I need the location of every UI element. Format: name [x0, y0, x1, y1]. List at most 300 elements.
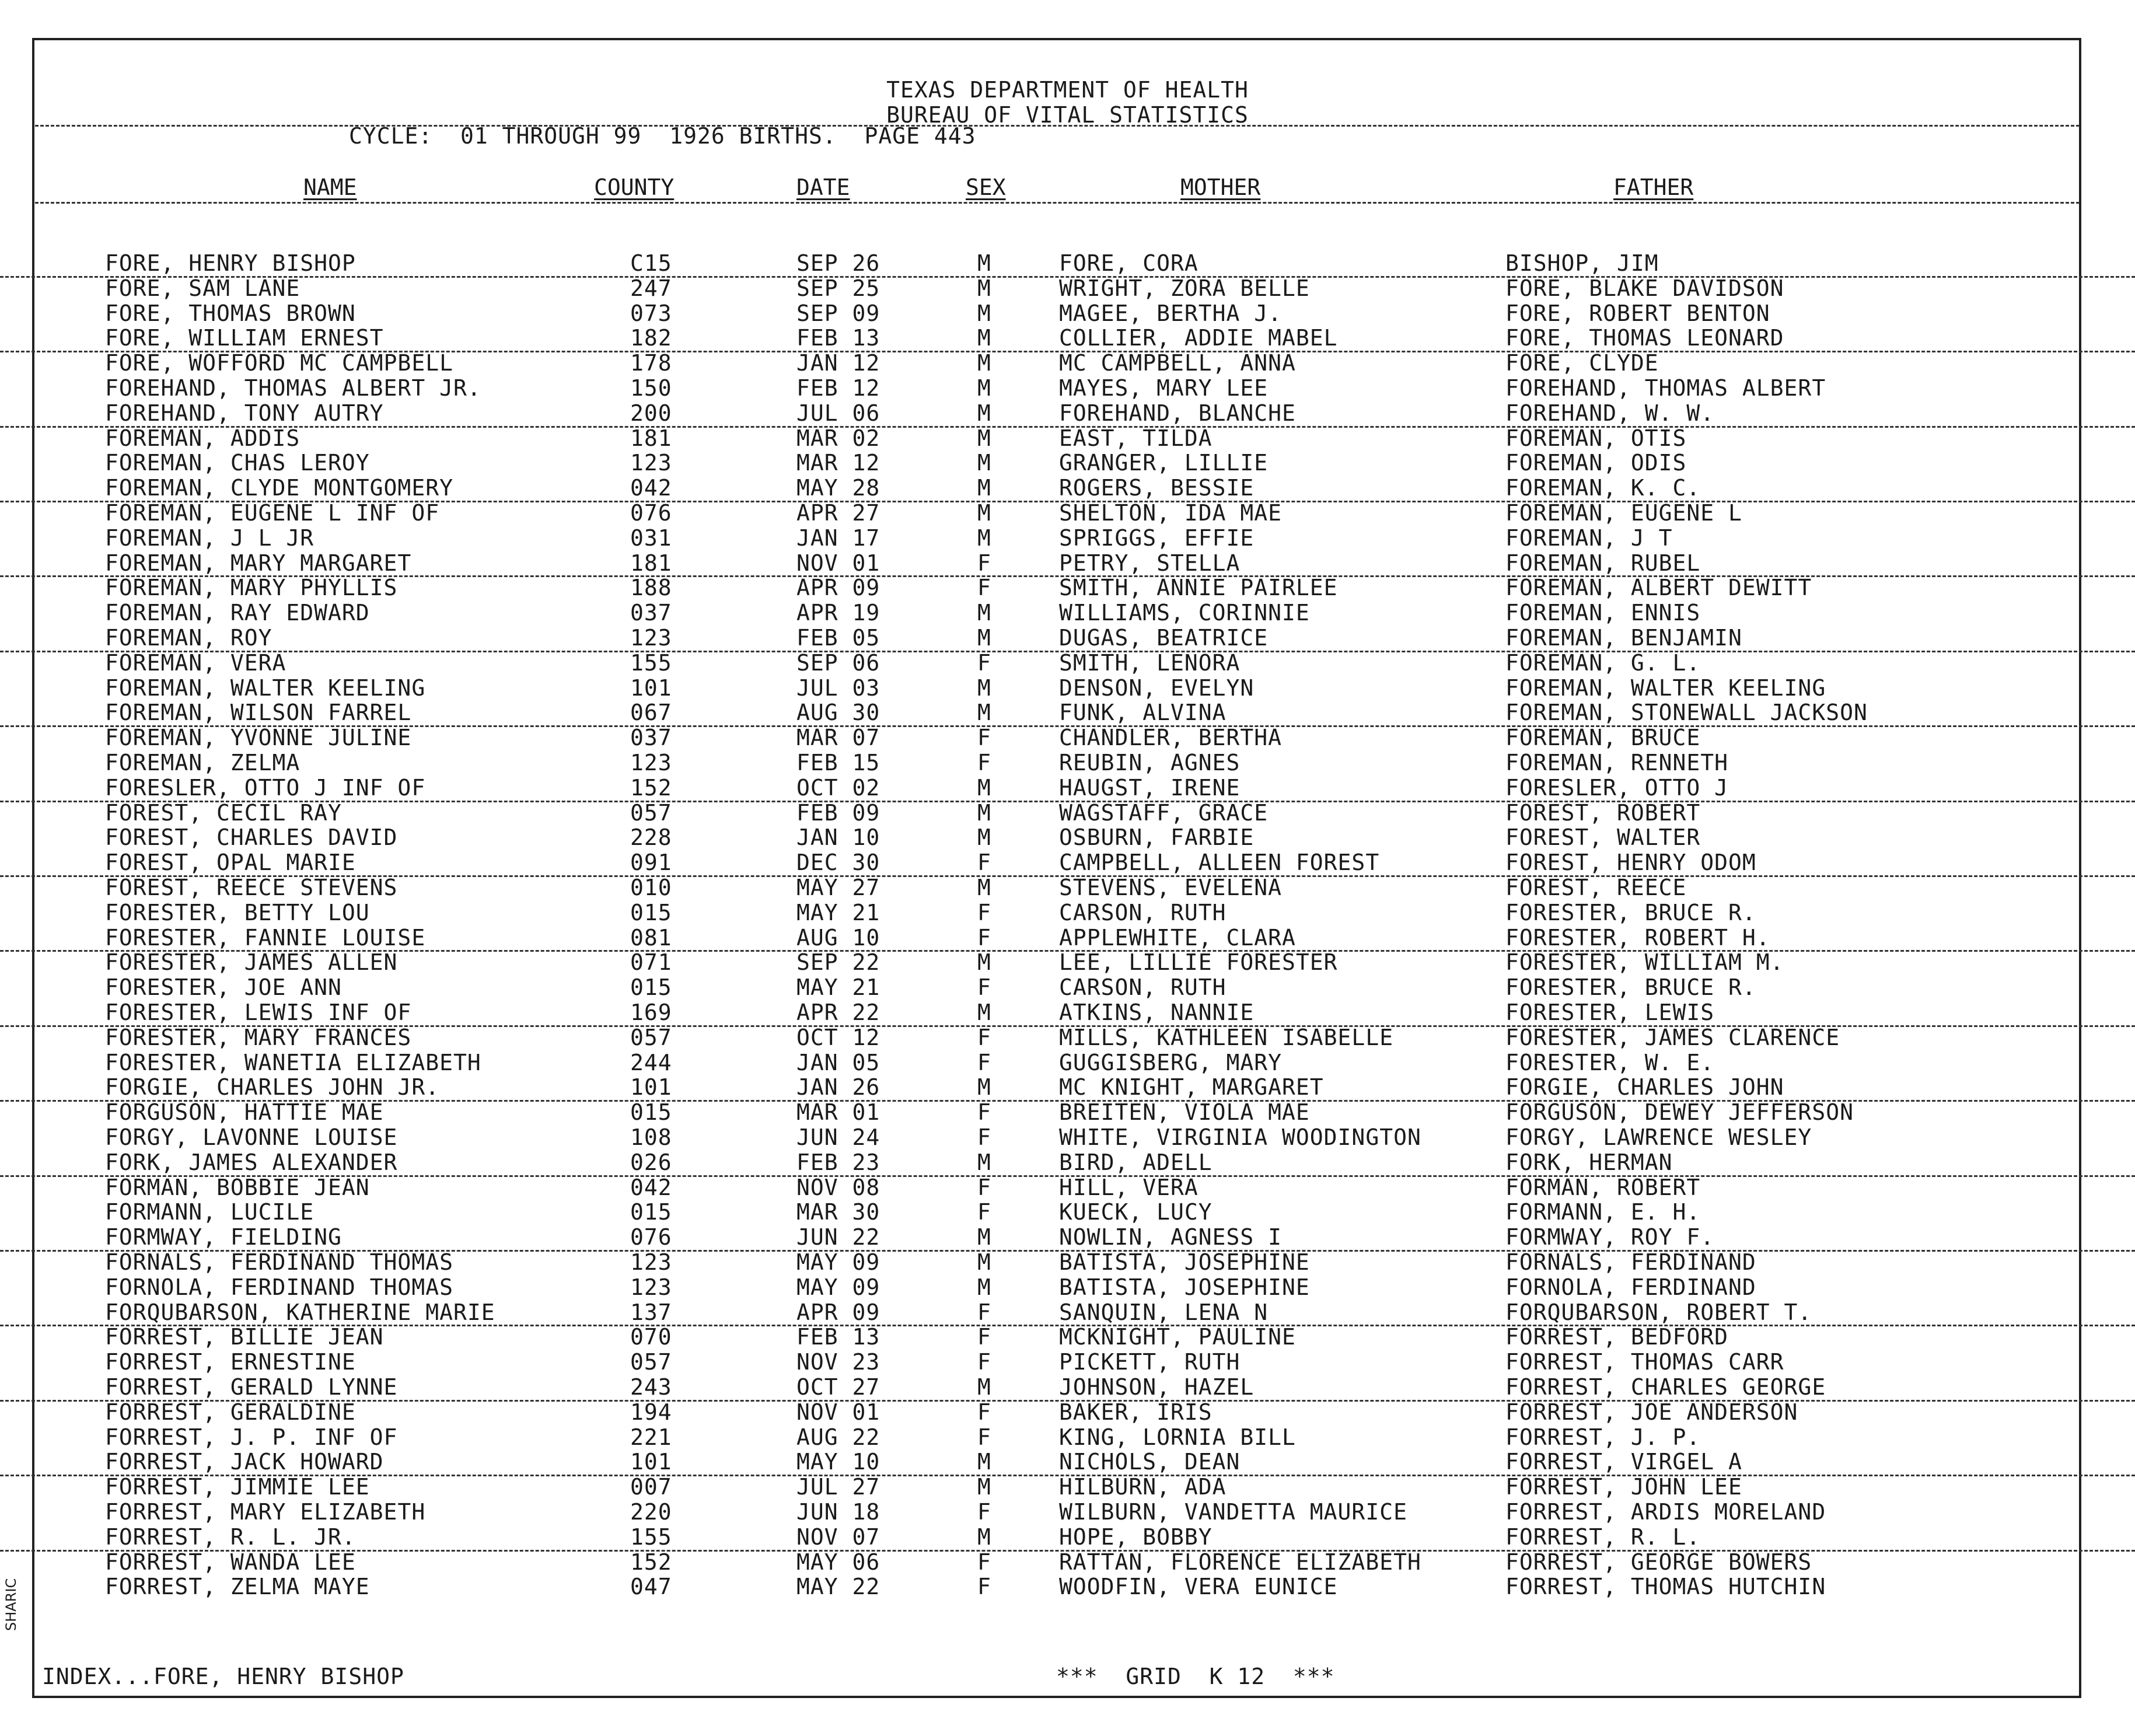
record-name: FORREST, JIMMIE LEE [105, 1474, 370, 1500]
record-date: SEP 06 [796, 649, 880, 676]
record-sex: F [977, 1399, 991, 1425]
record-date: MAY 09 [796, 1274, 880, 1300]
record-county: 181 [630, 550, 672, 576]
table-row [0, 700, 2135, 727]
record-name: FORMANN, LUCILE [105, 1199, 315, 1225]
record-sex: M [977, 400, 991, 426]
record-county: 182 [630, 325, 672, 351]
record-date: JUN 22 [796, 1224, 880, 1251]
record-date: JAN 10 [796, 825, 880, 851]
column-header-sex: SEX [966, 174, 1006, 200]
record-mother: DUGAS, BEATRICE [1059, 625, 1269, 651]
record-date: MAR 30 [796, 1199, 880, 1225]
record-date: NOV 08 [796, 1174, 880, 1200]
table-row [0, 1125, 2135, 1150]
record-mother: BATISTA, JOSEPHINE [1059, 1274, 1310, 1300]
record-sex: M [977, 700, 991, 726]
record-father: FOREMAN, ALBERT DEWITT [1505, 575, 1812, 601]
record-name: FOREMAN, CLYDE MONTGOMERY [105, 475, 453, 501]
table-row [0, 676, 2135, 701]
record-mother: MAYES, MARY LEE [1059, 375, 1269, 401]
record-mother: ATKINS, NANNIE [1059, 1000, 1255, 1025]
record-sex: M [977, 525, 991, 551]
record-name: FORNOLA, FERDINAND THOMAS [105, 1274, 453, 1300]
record-father: FORMAN, ROBERT [1505, 1174, 1701, 1200]
record-county: 200 [630, 400, 672, 426]
record-name: FORREST, BILLIE JEAN [105, 1324, 384, 1350]
table-row [0, 1475, 2135, 1500]
record-sex: M [977, 1449, 991, 1475]
record-county: 031 [630, 525, 672, 551]
record-county: 015 [630, 899, 672, 925]
table-row [0, 1550, 2135, 1575]
record-sex: F [977, 1299, 991, 1325]
record-sex: M [977, 600, 991, 626]
record-name: FORGY, LAVONNE LOUISE [105, 1124, 398, 1150]
record-mother: WILBURN, VANDETTA MAURICE [1059, 1499, 1407, 1525]
record-sex: F [977, 1574, 991, 1600]
record-father: FOREMAN, OTIS [1505, 425, 1687, 451]
record-name: FORREST, ERNESTINE [105, 1349, 356, 1375]
header-rule [35, 125, 2080, 127]
record-father: FOREMAN, ENNIS [1505, 600, 1701, 626]
record-name: FORESTER, MARY FRANCES [105, 1024, 412, 1050]
table-row [0, 1425, 2135, 1450]
table-row [0, 1025, 2135, 1050]
record-sex: F [977, 1124, 991, 1150]
table-row [0, 900, 2135, 925]
department-title: TEXAS DEPARTMENT OF HEALTH [886, 77, 1249, 103]
record-mother: WAGSTAFF, GRACE [1059, 799, 1269, 826]
record-county: 037 [630, 725, 672, 751]
table-row [0, 376, 2135, 401]
record-father: FOREMAN, RENNETH [1505, 750, 1729, 776]
record-date: MAY 06 [796, 1549, 880, 1575]
record-mother: NOWLIN, AGNESS I [1059, 1224, 1283, 1251]
record-sex: F [977, 1024, 991, 1050]
record-father: FORE, BLAKE DAVIDSON [1505, 275, 1784, 301]
record-sex: M [977, 1149, 991, 1175]
record-date: FEB 12 [796, 375, 880, 401]
record-father: FOREST, WALTER [1505, 825, 1701, 851]
record-sex: M [977, 425, 991, 451]
record-father: FORESTER, BRUCE R. [1505, 974, 1756, 1001]
record-sex: M [977, 675, 991, 701]
record-name: FORK, JAMES ALEXANDER [105, 1149, 398, 1175]
record-name: FOREMAN, WALTER KEELING [105, 675, 426, 701]
record-sex: M [977, 350, 991, 376]
record-mother: MC KNIGHT, MARGARET [1059, 1074, 1324, 1101]
record-county: 123 [630, 450, 672, 476]
record-date: FEB 13 [796, 1324, 880, 1350]
record-mother: MC CAMPBELL, ANNA [1059, 350, 1296, 376]
record-father: FORREST, J. P. [1505, 1424, 1701, 1450]
table-row [0, 825, 2135, 850]
record-mother: MILLS, KATHLEEN ISABELLE [1059, 1024, 1394, 1050]
table-row [0, 651, 2135, 676]
record-father: FORESLER, OTTO J [1505, 774, 1729, 801]
record-father: FORESTER, BRUCE R. [1505, 899, 1756, 925]
record-date: MAY 22 [796, 1574, 880, 1600]
record-father: FOREST, REECE [1505, 875, 1687, 900]
column-header-rule [35, 202, 2080, 204]
record-date: FEB 05 [796, 625, 880, 651]
record-father: FORQUBARSON, ROBERT T. [1505, 1299, 1812, 1325]
record-mother: RATTAN, FLORENCE ELIZABETH [1059, 1549, 1421, 1575]
record-county: 221 [630, 1424, 672, 1450]
record-county: 244 [630, 1049, 672, 1075]
record-name: FORREST, ZELMA MAYE [105, 1574, 370, 1600]
record-county: 071 [630, 949, 672, 976]
record-father: FORE, CLYDE [1505, 350, 1659, 376]
record-name: FOREMAN, J L JR [105, 525, 315, 551]
record-father: FORREST, CHARLES GEORGE [1505, 1374, 1826, 1400]
record-date: JUL 06 [796, 400, 880, 426]
record-father: FOREMAN, WALTER KEELING [1505, 675, 1826, 701]
table-row [0, 1449, 2135, 1476]
table-row [0, 1175, 2135, 1200]
table-row [0, 776, 2135, 802]
record-mother: WILLIAMS, CORINNIE [1059, 600, 1310, 626]
record-father: FORE, ROBERT BENTON [1505, 300, 1770, 326]
record-county: 101 [630, 1449, 672, 1475]
record-name: FORE, THOMAS BROWN [105, 300, 356, 326]
table-row [0, 401, 2135, 428]
record-father: FORESTER, W. E. [1505, 1049, 1715, 1075]
record-county: C15 [630, 250, 672, 276]
record-mother: SANQUIN, LENA N [1059, 1299, 1269, 1325]
record-name: FOREMAN, ZELMA [105, 750, 300, 776]
record-name: FORREST, J. P. INF OF [105, 1424, 398, 1450]
record-date: MAY 10 [796, 1449, 880, 1475]
table-row [0, 326, 2135, 352]
record-county: 057 [630, 799, 672, 826]
record-date: MAR 07 [796, 725, 880, 751]
table-row [0, 301, 2135, 326]
record-name: FOREMAN, EUGENE L INF OF [105, 500, 440, 526]
record-sex: M [977, 799, 991, 826]
record-father: FORREST, ARDIS MORELAND [1505, 1499, 1826, 1525]
record-sex: F [977, 899, 991, 925]
record-sex: F [977, 575, 991, 601]
record-name: FORMAN, BOBBIE JEAN [105, 1174, 370, 1200]
record-name: FORREST, GERALDINE [105, 1399, 356, 1425]
record-mother: CHANDLER, BERTHA [1059, 725, 1283, 751]
table-row [0, 426, 2135, 451]
record-mother: KING, LORNIA BILL [1059, 1424, 1296, 1450]
table-row [0, 875, 2135, 900]
record-father: FORREST, THOMAS CARR [1505, 1349, 1784, 1375]
record-mother: PICKETT, RUTH [1059, 1349, 1241, 1375]
record-name: FORREST, R. L. JR. [105, 1524, 356, 1550]
record-name: FOREMAN, VERA [105, 649, 286, 676]
record-sex: M [977, 1374, 991, 1400]
record-father: FORESTER, WILLIAM M. [1505, 949, 1784, 976]
record-father: FORESTER, LEWIS [1505, 1000, 1715, 1025]
record-county: 123 [630, 1249, 672, 1275]
record-date: MAY 09 [796, 1249, 880, 1275]
record-mother: WHITE, VIRGINIA WOODINGTON [1059, 1124, 1421, 1150]
record-father: FOREMAN, K. C. [1505, 475, 1701, 501]
record-date: FEB 23 [796, 1149, 880, 1175]
record-name: FORE, WOFFORD MC CAMPBELL [105, 350, 453, 376]
record-name: FORE, SAM LANE [105, 275, 300, 301]
record-mother: DENSON, EVELYN [1059, 675, 1255, 701]
record-date: SEP 26 [796, 250, 880, 276]
record-father: FORNALS, FERDINAND [1505, 1249, 1756, 1275]
record-mother: ROGERS, BESSIE [1059, 475, 1255, 501]
record-date: AUG 22 [796, 1424, 880, 1450]
record-father: FORGY, LAWRENCE WESLEY [1505, 1124, 1812, 1150]
record-father: FORMWAY, ROY F. [1505, 1224, 1715, 1251]
record-date: SEP 09 [796, 300, 880, 326]
table-row [0, 950, 2135, 975]
record-father: FORREST, VIRGEL A [1505, 1449, 1742, 1475]
record-county: 188 [630, 575, 672, 601]
table-row [0, 1574, 2135, 1599]
record-date: MAR 01 [796, 1099, 880, 1126]
record-county: 178 [630, 350, 672, 376]
record-date: APR 22 [796, 1000, 880, 1025]
record-sex: M [977, 774, 991, 801]
record-mother: SHELTON, IDA MAE [1059, 500, 1283, 526]
record-county: 169 [630, 1000, 672, 1025]
record-mother: FUNK, ALVINA [1059, 700, 1227, 726]
record-name: FORESTER, LEWIS INF OF [105, 1000, 412, 1025]
table-row [0, 1275, 2135, 1300]
record-date: OCT 02 [796, 774, 880, 801]
record-sex: F [977, 1199, 991, 1225]
column-header-date: DATE [796, 174, 850, 200]
table-row [0, 1300, 2135, 1327]
table-row [0, 1350, 2135, 1375]
record-county: 220 [630, 1499, 672, 1525]
table-row [0, 551, 2135, 578]
record-mother: SMITH, LENORA [1059, 649, 1241, 676]
record-county: 123 [630, 625, 672, 651]
record-mother: FOREHAND, BLANCHE [1059, 400, 1296, 426]
record-mother: SPRIGGS, EFFIE [1059, 525, 1255, 551]
record-sex: M [977, 450, 991, 476]
record-mother: SMITH, ANNIE PAIRLEE [1059, 575, 1338, 601]
record-sex: F [977, 1349, 991, 1375]
record-mother: EAST, TILDA [1059, 425, 1212, 451]
record-county: 081 [630, 924, 672, 951]
record-date: JAN 05 [796, 1049, 880, 1075]
record-county: 091 [630, 850, 672, 876]
record-county: 137 [630, 1299, 672, 1325]
record-sex: M [977, 300, 991, 326]
record-father: FORMANN, E. H. [1505, 1199, 1701, 1225]
side-mark: SHARIC [3, 1578, 19, 1631]
record-county: 015 [630, 1199, 672, 1225]
record-mother: BREITEN, VIOLA MAE [1059, 1099, 1310, 1126]
record-county: 155 [630, 649, 672, 676]
record-sex: F [977, 1174, 991, 1200]
record-sex: F [977, 974, 991, 1001]
table-row [0, 575, 2135, 600]
record-mother: STEVENS, EVELENA [1059, 875, 1283, 900]
record-county: 101 [630, 675, 672, 701]
record-county: 010 [630, 875, 672, 900]
record-name: FOREHAND, TONY AUTRY [105, 400, 384, 426]
table-row [0, 276, 2135, 301]
record-sex: F [977, 924, 991, 951]
record-mother: WOODFIN, VERA EUNICE [1059, 1574, 1338, 1600]
record-sex: M [977, 275, 991, 301]
record-name: FORESLER, OTTO J INF OF [105, 774, 426, 801]
record-name: FORESTER, WANETIA ELIZABETH [105, 1049, 481, 1075]
record-mother: GRANGER, LILLIE [1059, 450, 1269, 476]
record-name: FOREHAND, THOMAS ALBERT JR. [105, 375, 481, 401]
table-row [0, 626, 2135, 652]
table-row [0, 1400, 2135, 1425]
record-mother: MAGEE, BERTHA J. [1059, 300, 1283, 326]
record-name: FOREMAN, CHAS LEROY [105, 450, 370, 476]
record-mother: JOHNSON, HAZEL [1059, 1374, 1255, 1400]
column-header-father: FATHER [1613, 174, 1694, 200]
record-mother: BAKER, IRIS [1059, 1399, 1212, 1425]
record-sex: M [977, 475, 991, 501]
record-father: FOREHAND, W. W. [1505, 400, 1715, 426]
record-mother: COLLIER, ADDIE MABEL [1059, 325, 1338, 351]
record-sex: M [977, 625, 991, 651]
table-row [0, 476, 2135, 502]
record-father: FOREMAN, STONEWALL JACKSON [1505, 700, 1868, 726]
record-name: FORESTER, JAMES ALLEN [105, 949, 398, 976]
record-date: OCT 27 [796, 1374, 880, 1400]
record-mother: BIRD, ADELL [1059, 1149, 1212, 1175]
record-father: BISHOP, JIM [1505, 250, 1659, 276]
record-name: FORE, HENRY BISHOP [105, 250, 356, 276]
record-father: FORGUSON, DEWEY JEFFERSON [1505, 1099, 1854, 1126]
record-county: 076 [630, 1224, 672, 1251]
table-row [0, 1525, 2135, 1552]
table-row [0, 1325, 2135, 1350]
record-date: MAY 21 [796, 899, 880, 925]
record-mother: REUBIN, AGNES [1059, 750, 1241, 776]
bureau-title: BUREAU OF VITAL STATISTICS [886, 102, 1249, 128]
record-father: FOREMAN, EUGENE L [1505, 500, 1742, 526]
record-sex: M [977, 1074, 991, 1101]
table-row [0, 450, 2135, 476]
record-county: 026 [630, 1149, 672, 1175]
record-date: DEC 30 [796, 850, 880, 876]
record-county: 057 [630, 1024, 672, 1050]
record-name: FOREST, CECIL RAY [105, 799, 342, 826]
record-sex: F [977, 1499, 991, 1525]
record-county: 247 [630, 275, 672, 301]
column-header-mother: MOTHER [1180, 174, 1261, 200]
table-row [0, 1050, 2135, 1075]
record-county: 070 [630, 1324, 672, 1350]
record-county: 152 [630, 1549, 672, 1575]
record-father: FORREST, JOHN LEE [1505, 1474, 1742, 1500]
record-father: FOREST, HENRY ODOM [1505, 850, 1756, 876]
record-name: FOREST, OPAL MARIE [105, 850, 356, 876]
record-date: FEB 13 [796, 325, 880, 351]
record-county: 042 [630, 1174, 672, 1200]
record-father: FORREST, BEDFORD [1505, 1324, 1729, 1350]
table-row [0, 526, 2135, 551]
record-father: FORE, THOMAS LEONARD [1505, 325, 1784, 351]
table-row [0, 1150, 2135, 1177]
record-father: FORREST, THOMAS HUTCHIN [1505, 1574, 1826, 1600]
record-county: 067 [630, 700, 672, 726]
record-county: 073 [630, 300, 672, 326]
record-father: FOREMAN, BRUCE [1505, 725, 1701, 751]
record-sex: F [977, 1549, 991, 1575]
record-mother: CARSON, RUTH [1059, 899, 1227, 925]
record-sex: M [977, 1524, 991, 1550]
record-father: FORREST, JOE ANDERSON [1505, 1399, 1798, 1425]
record-mother: HILBURN, ADA [1059, 1474, 1227, 1500]
record-mother: HAUGST, IRENE [1059, 774, 1241, 801]
record-date: NOV 01 [796, 550, 880, 576]
record-name: FORNALS, FERDINAND THOMAS [105, 1249, 453, 1275]
record-county: 228 [630, 825, 672, 851]
record-sex: M [977, 825, 991, 851]
record-date: APR 27 [796, 500, 880, 526]
record-county: 101 [630, 1074, 672, 1101]
record-father: FOREMAN, BENJAMIN [1505, 625, 1742, 651]
record-mother: CAMPBELL, ALLEEN FOREST [1059, 850, 1380, 876]
record-county: 007 [630, 1474, 672, 1500]
record-date: OCT 12 [796, 1024, 880, 1050]
record-name: FOREMAN, ROY [105, 625, 272, 651]
grid-footer: *** GRID K 12 *** [1056, 1664, 1335, 1689]
record-sex: M [977, 1274, 991, 1300]
record-sex: F [977, 649, 991, 676]
record-county: 181 [630, 425, 672, 451]
record-sex: F [977, 1424, 991, 1450]
record-date: JUN 18 [796, 1499, 880, 1525]
record-father: FOREMAN, J T [1505, 525, 1673, 551]
record-father: FORESTER, ROBERT H. [1505, 924, 1770, 951]
record-date: MAR 12 [796, 450, 880, 476]
record-father: FOREMAN, ODIS [1505, 450, 1687, 476]
record-father: FOREMAN, RUBEL [1505, 550, 1701, 576]
record-mother: APPLEWHITE, CLARA [1059, 924, 1296, 951]
record-date: JAN 26 [796, 1074, 880, 1101]
record-father: FORNOLA, FERDINAND [1505, 1274, 1756, 1300]
record-mother: WRIGHT, ZORA BELLE [1059, 275, 1310, 301]
record-mother: CARSON, RUTH [1059, 974, 1227, 1001]
table-row [0, 1000, 2135, 1027]
record-date: APR 09 [796, 1299, 880, 1325]
record-father: FORESTER, JAMES CLARENCE [1505, 1024, 1840, 1050]
record-date: MAY 27 [796, 875, 880, 900]
record-mother: NICHOLS, DEAN [1059, 1449, 1241, 1475]
table-row [0, 975, 2135, 1000]
table-row [0, 1200, 2135, 1225]
record-county: 042 [630, 475, 672, 501]
record-father: FORREST, GEORGE BOWERS [1505, 1549, 1812, 1575]
table-row [0, 1225, 2135, 1252]
cycle-line: CYCLE: 01 THROUGH 99 1926 BIRTHS. PAGE 443 [349, 123, 976, 149]
record-sex: F [977, 1049, 991, 1075]
table-row [0, 1100, 2135, 1125]
record-name: FORE, WILLIAM ERNEST [105, 325, 384, 351]
record-name: FORGIE, CHARLES JOHN JR. [105, 1074, 440, 1101]
record-date: NOV 01 [796, 1399, 880, 1425]
record-date: APR 09 [796, 575, 880, 601]
record-date: FEB 15 [796, 750, 880, 776]
record-sex: M [977, 949, 991, 976]
record-name: FOREST, CHARLES DAVID [105, 825, 398, 851]
record-sex: M [977, 325, 991, 351]
record-mother: GUGGISBERG, MARY [1059, 1049, 1283, 1075]
